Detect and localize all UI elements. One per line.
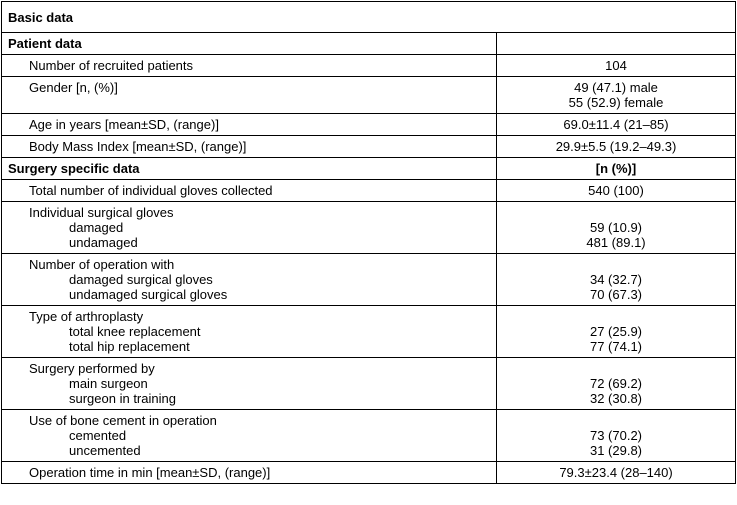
surgery-section-row: [2, 158, 736, 180]
group-item-label: undamaged: [69, 235, 138, 250]
row-label: Operation time in min [mean±SD, (range)]: [2, 462, 497, 484]
table-row: [2, 358, 736, 410]
table-row: [2, 55, 736, 77]
group-item-label: cemented: [69, 428, 127, 443]
row-label: Body Mass Index [mean±SD, (range)]: [2, 136, 497, 158]
row-value: 79.3±23.4 (28–140): [497, 462, 736, 484]
group-label: Individual surgical gloves: [29, 205, 174, 220]
group-label: Type of arthroplasty: [29, 309, 144, 324]
table-row: [2, 254, 736, 306]
group-item-label: damaged: [69, 220, 124, 235]
group-item-label: main surgeon: [69, 376, 148, 391]
group-item-value: 27 (25.9): [589, 324, 643, 339]
row-value: 104: [497, 55, 736, 77]
group-label: Number of operation with: [29, 257, 175, 272]
row-label: Age in years [mean±SD, (range)]: [2, 114, 497, 136]
table-row: [2, 180, 736, 202]
surgery-section-unit: [n (%)]: [497, 158, 736, 180]
table-row: [2, 462, 736, 484]
patient-section-row: [2, 33, 736, 55]
row-label: Gender [n, (%)]: [2, 77, 497, 114]
row-value: 540 (100): [497, 180, 736, 202]
row-label: Number of recruited patients: [2, 55, 497, 77]
group-item-label: total hip replacement: [69, 339, 190, 354]
table-title-row: [2, 2, 736, 33]
table-row: [2, 306, 736, 358]
group-label: Use of bone cement in operation: [29, 413, 217, 428]
group-item-label: uncemented: [69, 443, 141, 458]
patient-section-value: [497, 33, 736, 55]
gender-male-value: 49 (47.1) male: [574, 80, 658, 95]
group-label: Surgery performed by: [29, 361, 155, 376]
basic-data-table: [1, 1, 736, 484]
group-item-value: 59 (10.9): [589, 220, 643, 235]
table-row: [2, 410, 736, 462]
patient-section-title: Patient data: [2, 33, 497, 55]
group-item-value: 77 (74.1): [589, 339, 643, 354]
group-item-label: surgeon in training: [69, 391, 176, 406]
group-item-value: 481 (89.1): [586, 235, 646, 250]
group-item-label: damaged surgical gloves: [69, 272, 213, 287]
group-item-value: 72 (69.2): [589, 376, 643, 391]
gender-female-value: 55 (52.9) female: [568, 95, 664, 110]
group-item-value: 70 (67.3): [589, 287, 643, 302]
row-value: [497, 77, 736, 114]
group-item-value: 32 (30.8): [589, 391, 643, 406]
group-item-label: undamaged surgical gloves: [69, 287, 228, 302]
table-row: [2, 77, 736, 114]
surgery-section-title: Surgery specific data: [2, 158, 497, 180]
group-item-value: 31 (29.8): [589, 443, 643, 458]
table-row: [2, 114, 736, 136]
row-label: Total number of individual gloves collected: [2, 180, 497, 202]
table-row: [2, 136, 736, 158]
group-item-label: total knee replacement: [69, 324, 201, 339]
table-row: [2, 202, 736, 254]
table-title: Basic data: [2, 2, 736, 33]
group-item-value: 73 (70.2): [589, 428, 643, 443]
row-value: 29.9±5.5 (19.2–49.3): [497, 136, 736, 158]
group-item-value: 34 (32.7): [589, 272, 643, 287]
row-value: 69.0±11.4 (21–85): [497, 114, 736, 136]
